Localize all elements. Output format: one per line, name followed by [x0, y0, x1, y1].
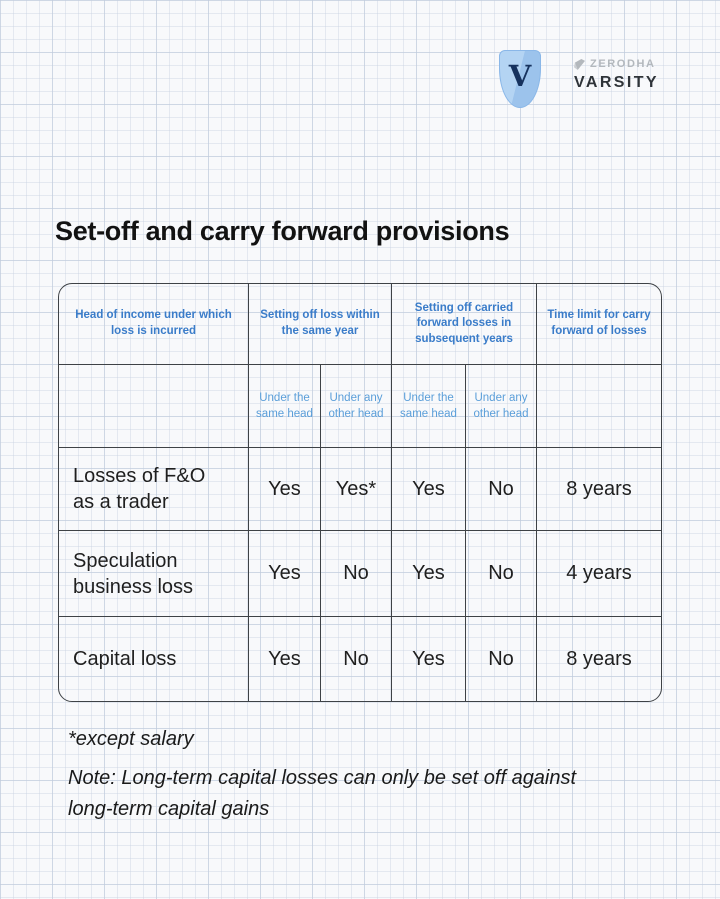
- table-cell: No: [466, 448, 537, 531]
- table-cell: Yes: [249, 531, 321, 617]
- col-header-time-limit: Time limit for carry forward of losses: [537, 284, 661, 365]
- subheader-other-head-2: Under any other head: [466, 365, 537, 448]
- table-cell: Yes: [392, 448, 466, 531]
- col-header-carried-forward: Setting off carried forward losses in subsequent years: [392, 284, 537, 365]
- table-cell: No: [466, 617, 537, 701]
- table-cell: Yes*: [321, 448, 392, 531]
- page-title: Set-off and carry forward provisions: [55, 216, 510, 246]
- row-label-capital-loss: Capital loss: [59, 617, 249, 701]
- table-cell: Yes: [392, 617, 466, 701]
- varsity-wordmark: VARSITY: [574, 74, 659, 91]
- footnote-ltcg-note: Note: Long-term capital losses can only be set off against long-term capital gains: [68, 767, 577, 820]
- subheader-same-head-1: Under the same head: [249, 365, 321, 448]
- varsity-logo: [499, 50, 659, 108]
- shield-letter: V: [508, 58, 532, 93]
- table-cell: 8 years: [537, 448, 661, 531]
- col-header-setting-off-same-year: Setting off loss within the same year: [249, 284, 392, 365]
- row-label-fo-losses: Losses of F&O as a trader: [59, 448, 249, 531]
- subheader-other-head-1: Under any other head: [321, 365, 392, 448]
- subheader-empty-left: [59, 365, 249, 448]
- zerodha-kite-icon: [574, 59, 585, 70]
- subheader-same-head-2: Under the same head: [392, 365, 466, 448]
- table-cell: Yes: [249, 617, 321, 701]
- varsity-shield-icon: [499, 50, 541, 108]
- table-cell: Yes: [392, 531, 466, 617]
- col-header-head-of-income: Head of income under which loss is incurred: [59, 284, 249, 365]
- table-cell: Yes: [249, 448, 321, 531]
- subheader-empty-right: [537, 365, 661, 448]
- table-cell: No: [321, 531, 392, 617]
- logo-wordmarks: [574, 50, 659, 92]
- table-cell: 8 years: [566, 647, 632, 670]
- row-label-speculation: Speculation business loss: [59, 531, 249, 617]
- table-cell: No: [321, 617, 392, 701]
- zerodha-wordmark: ZERODHA: [590, 58, 656, 70]
- footnote-except-salary: *except salary: [68, 728, 194, 750]
- table-cell: No: [466, 531, 537, 617]
- table-cell: 4 years: [537, 531, 661, 617]
- provisions-table: [58, 283, 662, 702]
